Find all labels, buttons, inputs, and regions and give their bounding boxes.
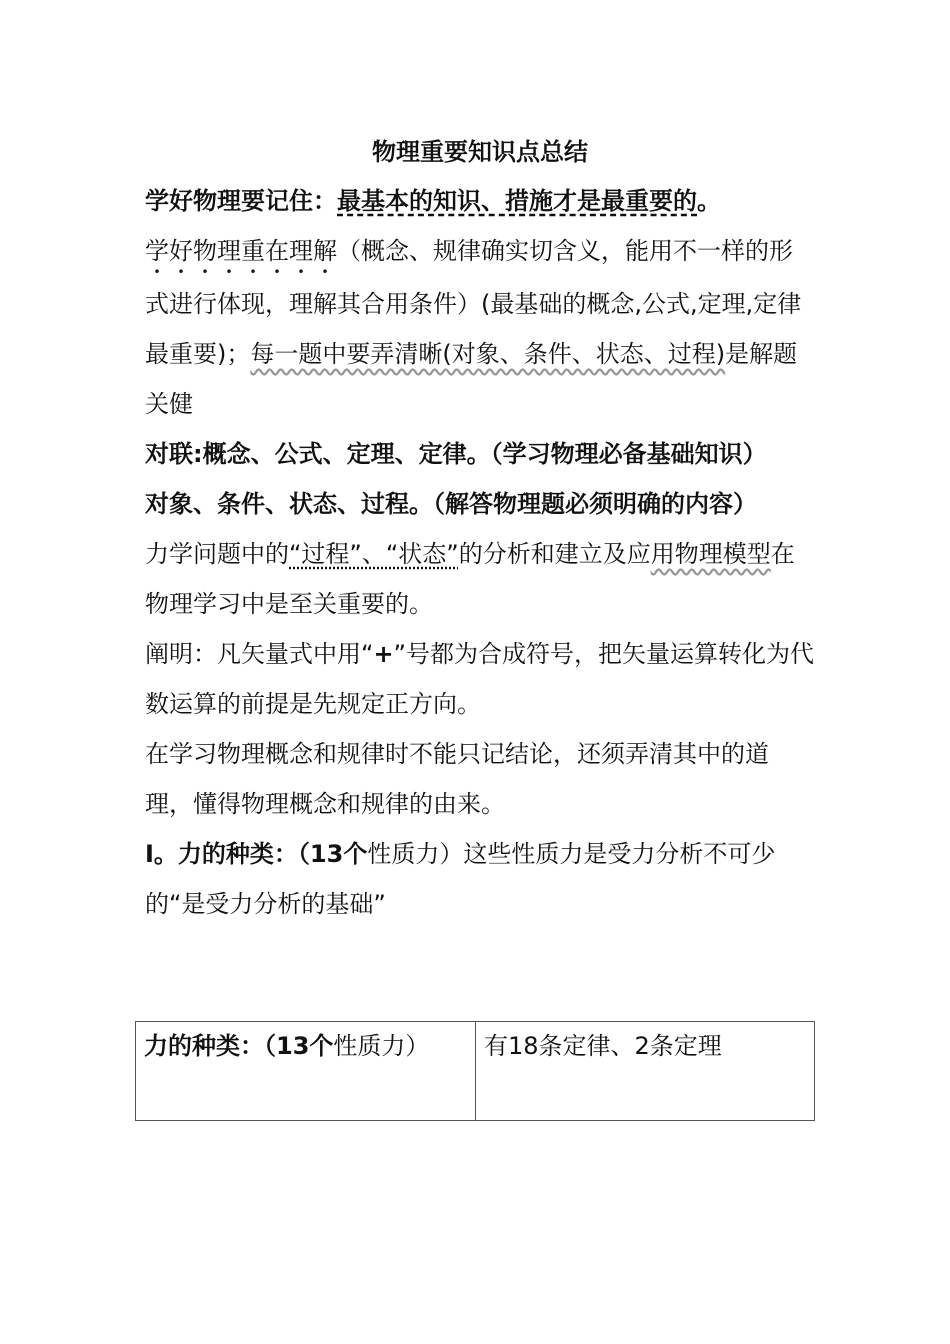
force-types-heading: I。力的种类：（13个 xyxy=(145,840,368,868)
table-cell-force-types xyxy=(136,1022,476,1121)
paragraph-couplet-2: 对象、条件、状态、过程。（解答物理题必须明确的内容） xyxy=(145,490,757,518)
vector-note-prefix: 阐明：凡矢量式中用“ xyxy=(145,640,374,668)
understanding-text-2: (最基础的概念,公式,定理,定律最重要)； xyxy=(145,290,802,368)
cell-normal-text: 性质力） xyxy=(333,1032,430,1060)
paragraph-mechanics xyxy=(145,529,815,629)
paragraph-learning-note: 在学习物理概念和规律时不能只记结论，还须弄清其中的道理，懂得物理概念和规律的由来。 xyxy=(145,740,769,818)
mechanics-wavy-text: 用物理模型 xyxy=(650,540,771,568)
table-row xyxy=(136,1022,815,1121)
paragraph-force-types xyxy=(145,829,815,929)
page-title: 物理重要知识点总结 xyxy=(372,138,588,166)
understanding-text-1: （概念、规律确实切含义，能用不一样的形式进行体现，理解其合用条件） xyxy=(145,237,793,318)
document-page xyxy=(145,128,815,929)
summary-table xyxy=(135,1021,815,1121)
force-types-text: 性质力）这些性质力是受力分析不可少的“是受力分析的基础” xyxy=(145,840,776,918)
paragraph-vector-note xyxy=(145,629,815,729)
mechanics-suffix: 在物理学习中是至关重要的。 xyxy=(145,540,795,618)
plus-sign: + xyxy=(373,640,394,668)
paragraph-couplet-1: 对联:概念、公式、定理、定律。（学习物理必备基础知识） xyxy=(145,440,767,468)
key-principle-prefix: 学好物理要记住： xyxy=(145,187,337,215)
understanding-wavy-text: 每一题中要弄清晰(对象、条件、状态、过程) xyxy=(250,340,726,368)
cell-bold-text: 力的种类：（13个 xyxy=(144,1032,334,1060)
mechanics-prefix: 力学问题中的 xyxy=(145,540,289,568)
mechanics-dotted-text: “过程”、“状态” xyxy=(289,540,459,568)
understanding-dotted-text: 学好物理重在理解 xyxy=(145,237,337,265)
table-cell-laws: 有18条定律、2条定理 xyxy=(476,1022,815,1121)
understanding-text-3: 是解题关健 xyxy=(145,340,798,418)
key-principle-suffix: 。 xyxy=(697,187,721,215)
paragraph-understanding xyxy=(145,226,815,429)
vector-note-suffix: ”号都为合成符号，把矢量运算转化为代数运算的前提是先规定正方向。 xyxy=(145,640,814,718)
key-principle-emphasis: 最基本的知识、措施才是最重要的 xyxy=(337,187,697,215)
paragraph-key-principle xyxy=(145,176,815,226)
mechanics-mid: 的分析和建立及应 xyxy=(458,540,651,568)
